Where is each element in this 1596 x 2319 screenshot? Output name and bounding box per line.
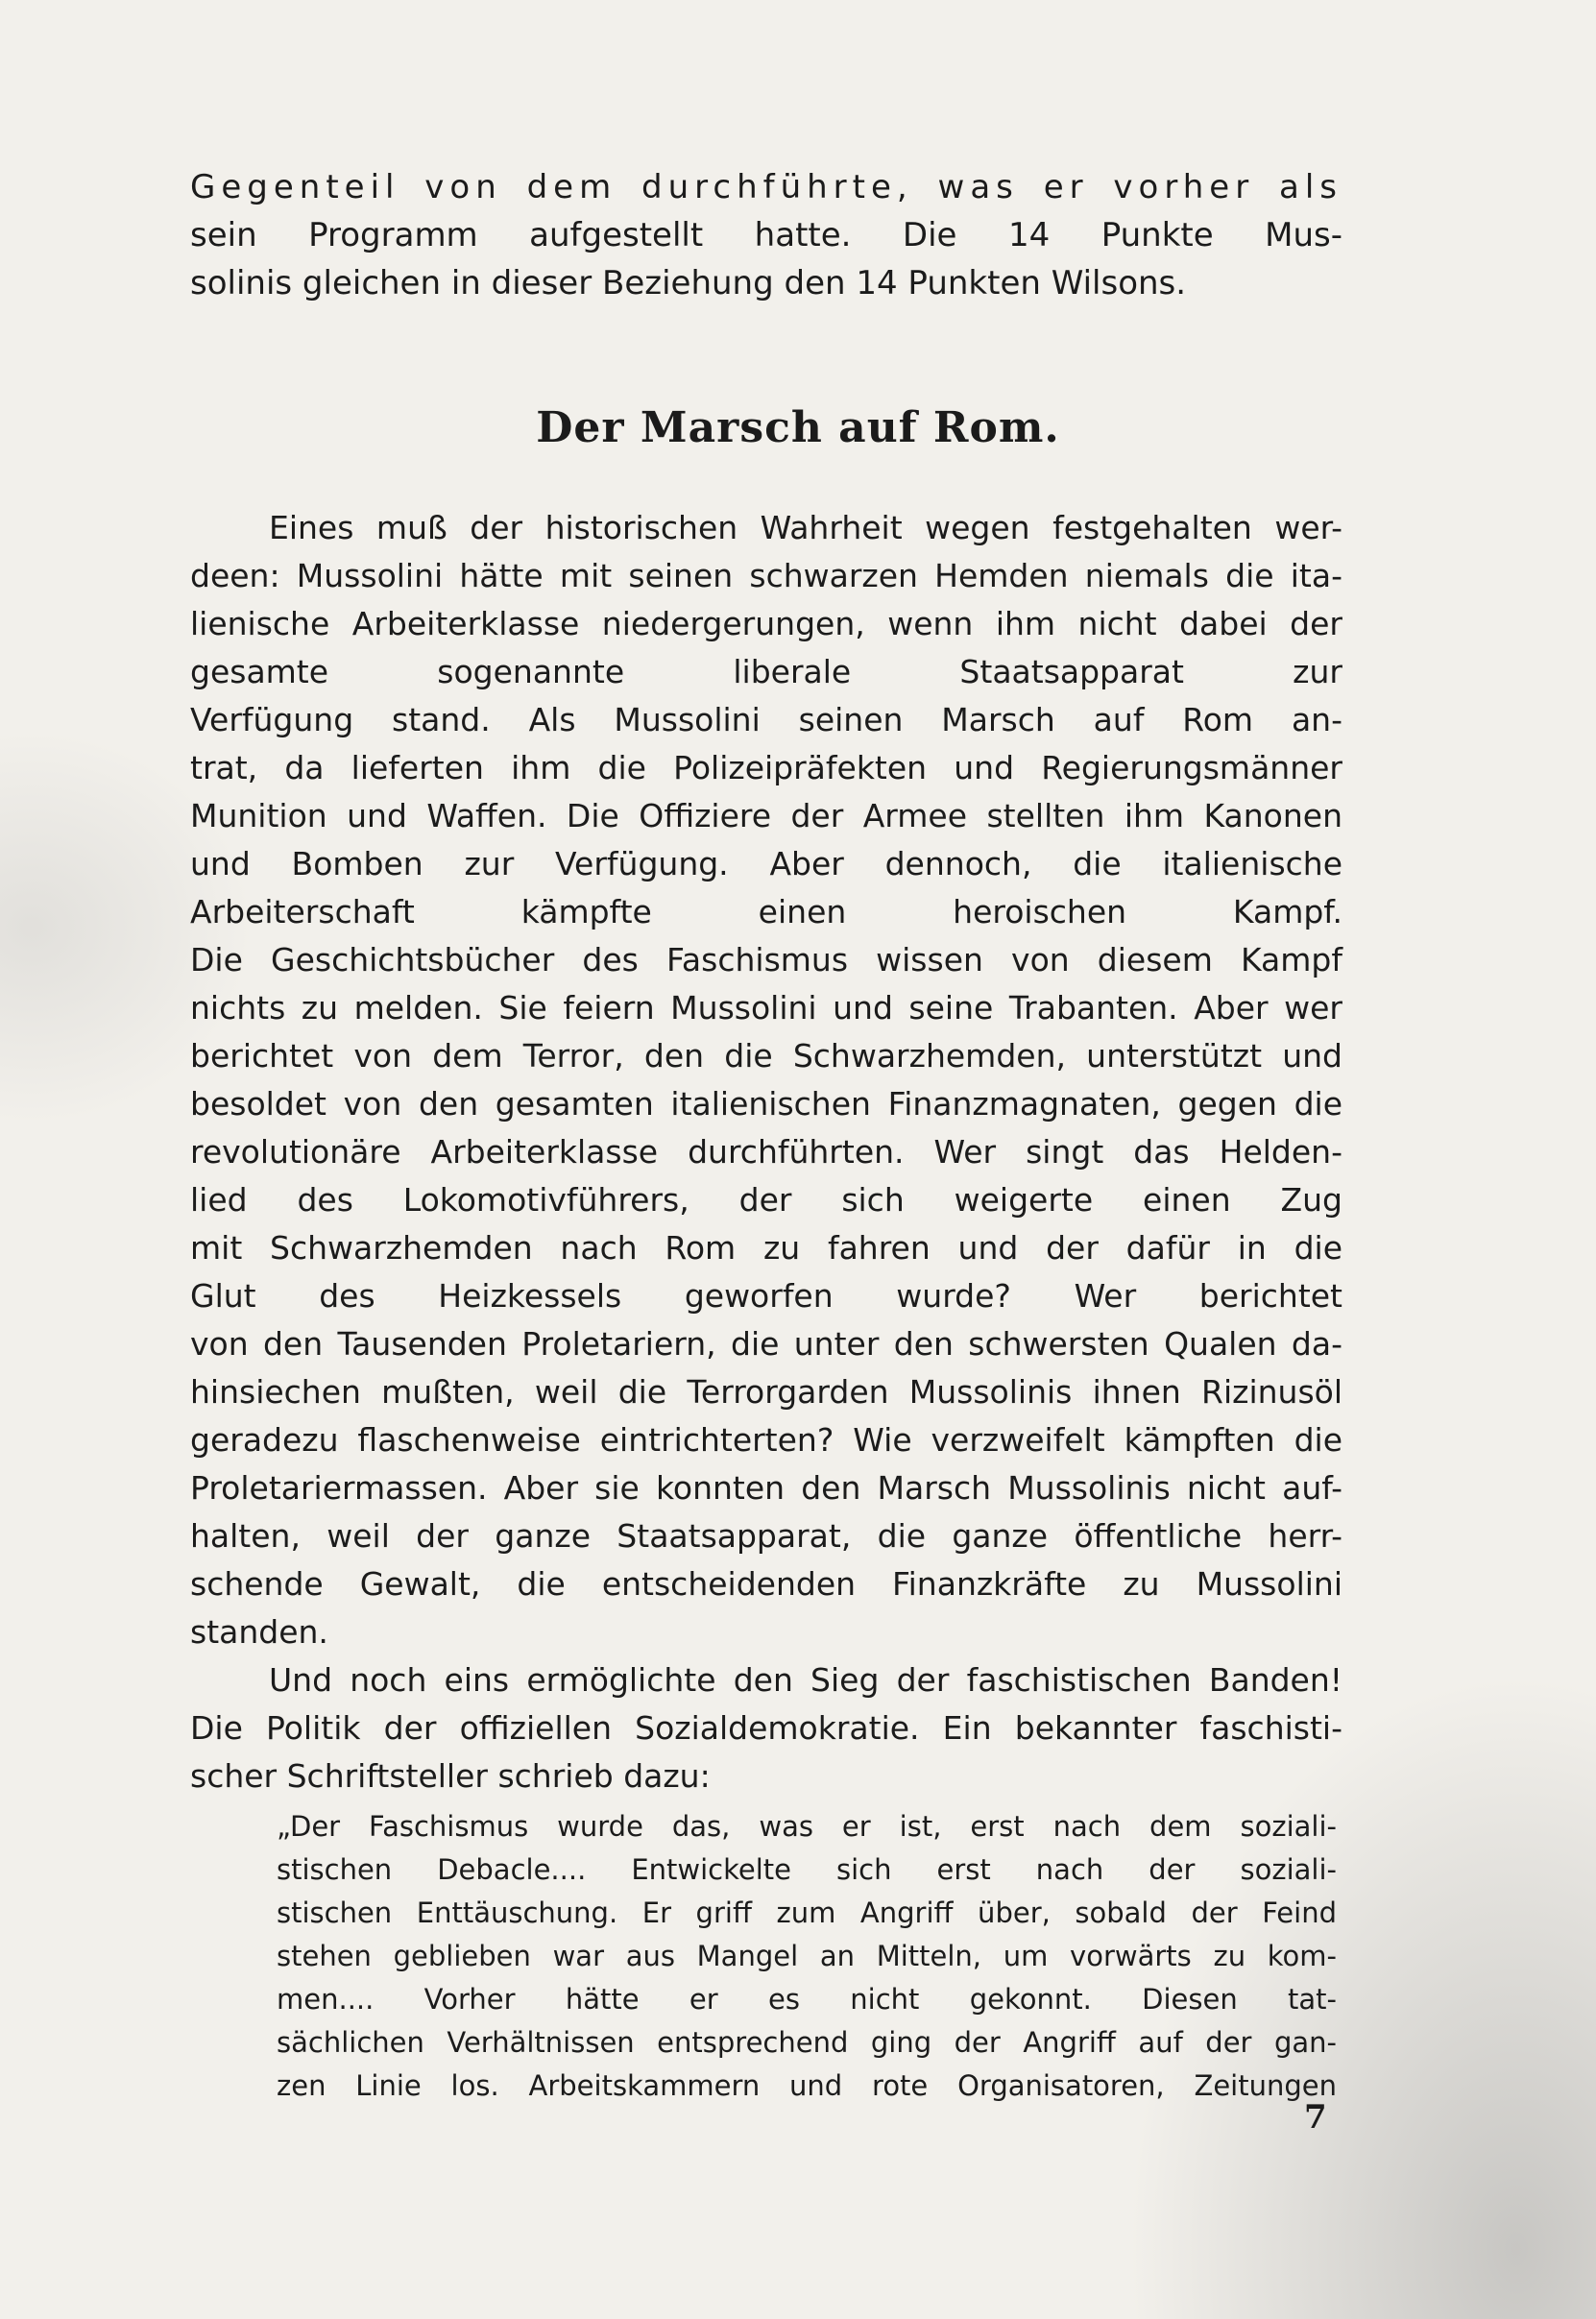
page-number: 7 <box>1304 2098 1327 2137</box>
quote-line: zen Linie los. Arbeitskammern und rote Organisatoren, Zeitungen <box>277 2069 1337 2102</box>
text-line: von den Tausenden Proletariern, die unter den schwersten Qualen da- <box>190 1325 1342 1363</box>
text-line: sein Programm aufgestellt hatte. Die 14 Punkte Mus- <box>190 216 1342 254</box>
text-line: Glut des Heizkessels geworfen wurde? Wer berichtet <box>190 1277 1342 1315</box>
text-line: Die Geschichtsbücher des Faschismus wissen von diesem Kampf <box>190 941 1342 978</box>
text-line: schende Gewalt, die entscheidenden Finanzkräfte zu Mussolini <box>190 1565 1342 1603</box>
text-line: standen. <box>190 1613 328 1651</box>
text-line: geradezu flaschenweise eintrichterten? Wie verzweifelt kämpften die <box>190 1421 1342 1459</box>
text-line: trat, da lieferten ihm die Polizeipräfekten und Regierungsmänner <box>190 749 1342 786</box>
text-line: Gegenteil von dem durchführte, was er vorher als <box>190 168 1342 206</box>
quote-line: sächlichen Verhältnissen entsprechend ging der Angriff auf der gan- <box>277 2026 1337 2059</box>
body-paragraph-2 <box>190 1656 1342 1800</box>
text-line: lienische Arbeiterklasse niedergerungen, wenn ihm nicht dabei der <box>190 605 1342 642</box>
text-line: Die Politik der offiziellen Sozialdemokratie. Ein bekannter faschisti- <box>190 1709 1342 1747</box>
body-paragraph-1 <box>190 504 1342 1656</box>
text-line: besoldet von den gesamten italienischen Finanzmagnaten, gegen die <box>190 1085 1342 1123</box>
quote-line: stischen Debacle.... Entwickelte sich erst nach der soziali- <box>277 1853 1337 1886</box>
quote-line: men.... Vorher hätte er es nicht gekonnt. Diesen tat- <box>277 1983 1337 2016</box>
text-line: und Bomben zur Verfügung. Aber dennoch, die italienische <box>190 845 1342 882</box>
text-line: revolutionäre Arbeiterklasse durchführten. Wer singt das Helden- <box>190 1133 1342 1171</box>
text-line: nichts zu melden. Sie feiern Mussolini und seine Trabanten. Aber wer <box>190 989 1342 1027</box>
text-line: hinsiechen mußten, weil die Terrorgarden Mussolinis ihnen Rizinusöl <box>190 1373 1342 1411</box>
text-line: mit Schwarzhemden nach Rom zu fahren und der dafür in die <box>190 1229 1342 1267</box>
text-line: berichtet von dem Terror, den die Schwarzhemden, unterstützt und <box>190 1037 1342 1075</box>
text-line: solinis gleichen in dieser Beziehung den 14 Punkten Wilsons. <box>190 264 1187 302</box>
text-line: Verfügung stand. Als Mussolini seinen Marsch auf Rom an- <box>190 701 1342 738</box>
text-line: halten, weil der ganze Staatsapparat, die ganze öffentliche herr- <box>190 1517 1342 1555</box>
text-line: Arbeiterschaft kämpfte einen heroischen Kampf. <box>190 893 1342 930</box>
text-line: Munition und Waffen. Die Offiziere der Armee stellten ihm Kanonen <box>190 797 1342 834</box>
text-line: lied des Lokomotivführers, der sich weigerte einen Zug <box>190 1181 1342 1219</box>
text-line: deen: Mussolini hätte mit seinen schwarzen Hemden niemals die ita- <box>190 557 1342 594</box>
quote-line: „Der Faschismus wurde das, was er ist, erst nach dem soziali- <box>277 1810 1337 1843</box>
quote-line: stischen Enttäuschung. Er griff zum Angriff über, sobald der Feind <box>277 1896 1337 1929</box>
text-line: scher Schriftsteller schrieb dazu: <box>190 1757 711 1795</box>
block-quote <box>277 1805 1337 2108</box>
text-line: Proletariermassen. Aber sie konnten den Marsch Mussolinis nicht auf- <box>190 1469 1342 1507</box>
text-line: gesamte sogenannte liberale Staatsapparat zur <box>190 653 1342 690</box>
quote-line: stehen geblieben war aus Mangel an Mitteln, um vorwärts zu kom- <box>277 1940 1337 1972</box>
opening-paragraph <box>190 163 1342 307</box>
section-heading: Der Marsch auf Rom. <box>536 403 1060 452</box>
text-line: Eines muß der historischen Wahrheit wegen festgehalten wer- <box>269 509 1342 546</box>
text-line: Und noch eins ermöglichte den Sieg der faschistischen Banden! <box>269 1661 1342 1699</box>
